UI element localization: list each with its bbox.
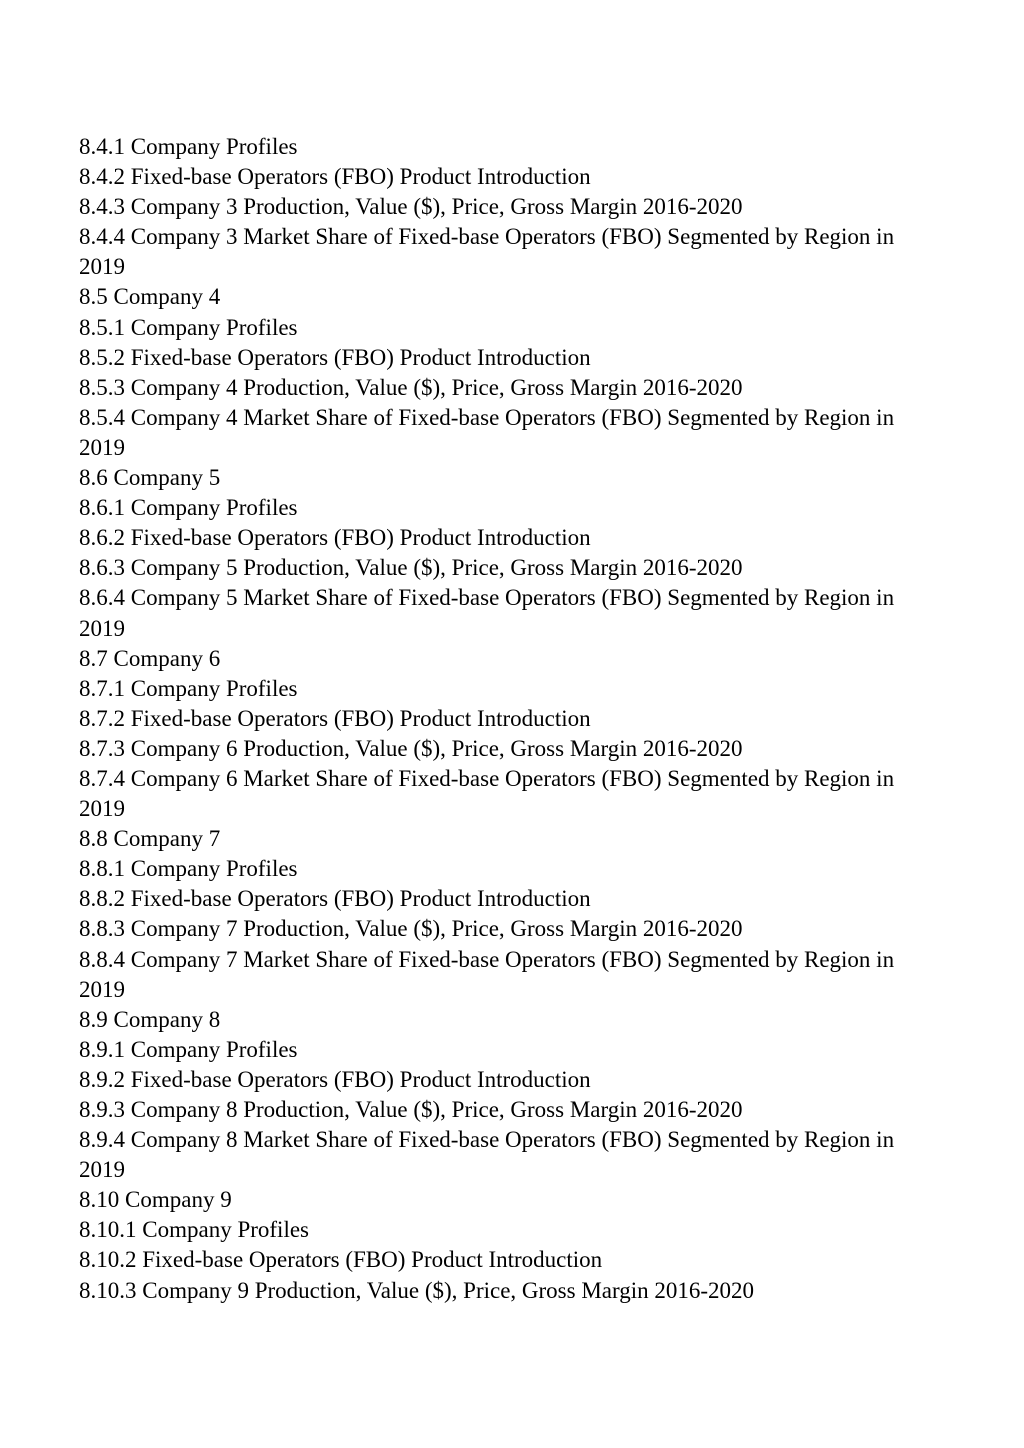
toc-line: 8.6.1 Company Profiles	[79, 495, 298, 521]
toc-line: 8.9 Company 8	[79, 1006, 221, 1032]
toc-line: 2019	[79, 254, 125, 280]
toc-line: 8.9.1 Company Profiles	[79, 1036, 298, 1062]
toc-line: 8.9.2 Fixed-base Operators (FBO) Product Introduction	[79, 1066, 591, 1092]
toc-line: 2019	[79, 1157, 125, 1183]
toc-line: 8.5.4 Company 4 Market Share of Fixed-base Operators (FBO) Segmented by Region in	[79, 404, 895, 430]
toc-line: 2019	[79, 434, 125, 460]
toc-line: 2019	[79, 615, 125, 641]
toc-line: 8.5.2 Fixed-base Operators (FBO) Product Introduction	[79, 344, 591, 370]
toc-line: 8.10.3 Company 9 Production, Value ($), Price, Gross Margin 2016-2020	[79, 1277, 755, 1303]
toc-line: 8.8.4 Company 7 Market Share of Fixed-base Operators (FBO) Segmented by Region in	[79, 946, 895, 972]
toc-line: 8.4.1 Company Profiles	[79, 134, 298, 159]
toc-line: 8.7.2 Fixed-base Operators (FBO) Product Introduction	[79, 705, 591, 731]
toc-line: 8.5.3 Company 4 Production, Value ($), Price, Gross Margin 2016-2020	[79, 374, 743, 400]
toc-line: 8.6 Company 5	[79, 465, 221, 491]
toc-line: 8.7.4 Company 6 Market Share of Fixed-base Operators (FBO) Segmented by Region in	[79, 765, 895, 791]
toc-line: 2019	[79, 796, 125, 822]
toc-line: 8.4.2 Fixed-base Operators (FBO) Product Introduction	[79, 164, 591, 190]
toc-line: 8.6.2 Fixed-base Operators (FBO) Product Introduction	[79, 525, 591, 551]
toc-line: 8.7 Company 6	[79, 645, 221, 671]
toc-line: 8.8.2 Fixed-base Operators (FBO) Product Introduction	[79, 886, 591, 912]
toc-line: 8.6.3 Company 5 Production, Value ($), Price, Gross Margin 2016-2020	[79, 555, 743, 581]
toc-line: 8.4.3 Company 3 Production, Value ($), Price, Gross Margin 2016-2020	[79, 194, 743, 220]
toc-line: 8.7.1 Company Profiles	[79, 675, 298, 701]
toc-line: 8.9.3 Company 8 Production, Value ($), Price, Gross Margin 2016-2020	[79, 1097, 743, 1122]
toc-line: 8.10 Company 9	[79, 1187, 232, 1213]
toc-line: 8.7.3 Company 6 Production, Value ($), Price, Gross Margin 2016-2020	[79, 735, 743, 761]
table-of-contents	[79, 132, 949, 1306]
toc-line: 8.5.1 Company Profiles	[79, 314, 298, 340]
toc-line: 2019	[79, 976, 125, 1002]
toc-line: 8.8 Company 7	[79, 826, 221, 852]
toc-line: 8.10.2 Fixed-base Operators (FBO) Product Introduction	[79, 1247, 603, 1273]
toc-line: 8.9.4 Company 8 Market Share of Fixed-base Operators (FBO) Segmented by Region in	[79, 1127, 895, 1153]
toc-line: 8.10.1 Company Profiles	[79, 1217, 309, 1243]
toc-line: 8.4.4 Company 3 Market Share of Fixed-base Operators (FBO) Segmented by Region in	[79, 224, 895, 250]
toc-line: 8.5 Company 4	[79, 284, 221, 310]
toc-line: 8.8.3 Company 7 Production, Value ($), Price, Gross Margin 2016-2020	[79, 916, 743, 942]
toc-line: 8.8.1 Company Profiles	[79, 856, 298, 882]
toc-line: 8.6.4 Company 5 Market Share of Fixed-base Operators (FBO) Segmented by Region in	[79, 585, 895, 611]
